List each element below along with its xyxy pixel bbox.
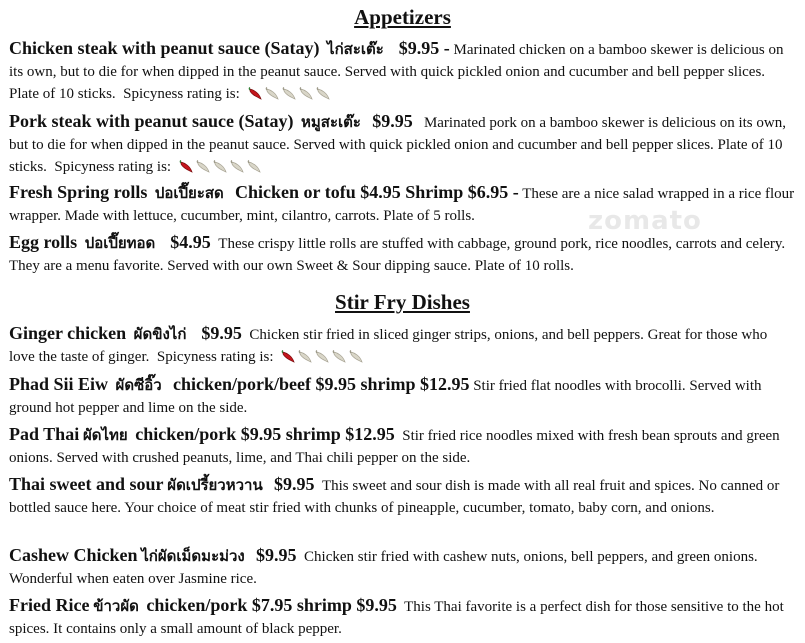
item-thai-name: หมูสะเต๊ะ — [301, 113, 361, 131]
item-name: Pork steak with peanut sauce (Satay) — [9, 111, 294, 131]
menu-item-cashew-chicken — [9, 544, 795, 590]
chili-pepper-hot-icon — [280, 350, 296, 363]
item-price: $9.95 — [256, 545, 297, 565]
section-title-appetizers: Appetizers — [354, 5, 451, 29]
menu-item-pork-satay — [9, 110, 795, 180]
chili-pepper-mild-icon — [229, 160, 245, 173]
item-description: Marinated chicken on a bamboo skewer is delicious on its own, but to die for when dipped in the peanut sauce. Served with quick pickled onion and cucumber and bell pepper slices. Plate of 10 sticks. — [9, 42, 784, 102]
item-name: Ginger chicken — [9, 323, 127, 343]
item-price: $9.95 — [201, 323, 242, 343]
item-thai-name: ผัดซีอิ๊ว — [115, 376, 162, 394]
item-price: $9.95 - — [398, 38, 450, 58]
menu-item-egg-rolls — [9, 231, 795, 277]
spice-rating-label: Spicyness rating is: — [123, 86, 240, 102]
item-price: $9.95 — [372, 111, 413, 131]
spice-rating — [247, 85, 332, 107]
item-price: chicken/pork $9.95 shrimp $12.95 — [135, 424, 395, 444]
chili-pepper-mild-icon — [315, 87, 331, 100]
chili-pepper-mild-icon — [331, 350, 347, 363]
menu-item-chicken-satay — [9, 37, 795, 107]
item-description: This sweet and sour dish is made with all real fruit and spices. No canned or bottled sauce here. Your choice of meat stir fried with chunks of pineapple, cucumber, tomato, baby corn, and onions. — [9, 478, 780, 516]
chili-pepper-mild-icon — [264, 87, 280, 100]
item-thai-name: ไก่สะเต๊ะ — [327, 40, 384, 58]
item-name: Cashew Chicken — [9, 545, 138, 565]
chili-pepper-mild-icon — [246, 160, 262, 173]
item-price: $4.95 — [170, 232, 211, 252]
section-title-stir-fry: Stir Fry Dishes — [335, 290, 470, 314]
item-price: $9.95 — [273, 474, 315, 494]
item-name: Fresh Spring rolls — [9, 182, 148, 202]
item-description: Marinated pork on a bamboo skewer is delicious on its own, but to die for when dipped in the peanut sauce. Served with quick pickled onion and cucumber and bell pepper slices. Plate of 10 sticks. — [9, 115, 786, 175]
menu-item-pad-thai — [9, 423, 795, 469]
spice-rating-label: Spicyness rating is: — [54, 159, 172, 175]
item-description: Stir fried flat noodles with brocolli. Served with ground hot pepper and lime on the side. — [9, 378, 762, 416]
chili-pepper-mild-icon — [281, 87, 297, 100]
item-price: chicken/pork/beef $9.95 shrimp $12.95 — [172, 374, 470, 394]
item-description: These crispy little rolls are stuffed with cabbage, ground pork, rice noodles, carrots and celery. They are a menu favorite. Served with our own Sweet & Sour dipping sauce. Plate of 10 rolls. — [9, 236, 786, 274]
item-description: Chicken stir fried with cashew nuts, onions, bell peppers, and green onions. Wonderful when eaten over Jasmine rice. — [9, 549, 758, 587]
item-description: This Thai favorite is a perfect dish for those sensitive to the hot spices. It contains only a small amount of black pepper. — [9, 599, 784, 637]
chili-pepper-mild-icon — [297, 350, 313, 363]
menu-item-phad-sii-eiw — [9, 373, 795, 419]
item-name: Egg rolls — [9, 232, 78, 252]
chili-pepper-mild-icon — [314, 350, 330, 363]
chili-pepper-mild-icon — [195, 160, 211, 173]
item-price: chicken/pork $7.95 shrimp $9.95 — [146, 595, 397, 615]
item-description: Stir fried rice noodles mixed with fresh bean sprouts and green onions. Served with crushed peanuts, lime, and Thai chili pepper on the side. — [9, 428, 780, 466]
item-thai-name: ผัดขิงไก่ — [133, 325, 187, 343]
item-name: Fried Rice — [9, 595, 90, 615]
item-name: Phad Sii Eiw — [9, 374, 109, 394]
item-name: Chicken steak with peanut sauce (Satay) — [9, 38, 320, 58]
chili-pepper-hot-icon — [178, 160, 194, 173]
menu-item-ginger-chicken — [9, 322, 795, 370]
item-name: Pad Thai — [9, 424, 80, 444]
menu-item-fried-rice — [9, 594, 795, 640]
spice-rating-label: Spicyness rating is: — [156, 349, 274, 365]
item-thai-name: ผัดเปรี้ยวหวาน — [167, 476, 263, 494]
item-thai-name: ข้าวผัด — [93, 597, 139, 615]
item-thai-name: ผัดไทย — [82, 426, 128, 444]
spice-rating — [178, 158, 263, 180]
item-price: Chicken or tofu $4.95 Shrimp $6.95 - — [235, 182, 519, 202]
item-name: Thai sweet and sour — [9, 474, 164, 494]
chili-pepper-hot-icon — [247, 87, 263, 100]
spice-rating — [280, 348, 365, 370]
chili-pepper-mild-icon — [212, 160, 228, 173]
item-description: Chicken stir fried in sliced ginger strips, onions, and bell peppers. Great for those who love the taste of ginger. — [9, 327, 768, 365]
item-thai-name: ปอเปี๊ยทอด — [84, 234, 156, 252]
menu-item-thai-sweet-and-sour — [9, 473, 795, 519]
item-description: These are a nice salad wrapped in a rice flour wrapper. Made with lettuce, cucumber, mint, cilantro, carrots. Plate of 5 rolls. — [9, 186, 795, 224]
chili-pepper-mild-icon — [348, 350, 364, 363]
item-thai-name: ปอเปี๊ยะสด — [154, 184, 224, 202]
item-thai-name: ไก่ผัดเม็ดมะม่วง — [141, 547, 245, 565]
chili-pepper-mild-icon — [298, 87, 314, 100]
watermark: zomato — [588, 206, 702, 236]
